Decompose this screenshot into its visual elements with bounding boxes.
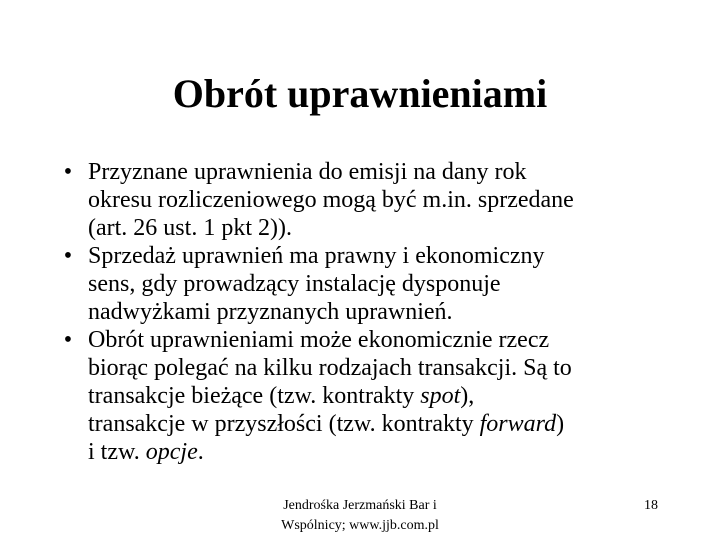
bullet-text-line: biorąc polegać na kilku rodzajach transakcji. Są to (88, 355, 572, 381)
italic-term-forward: forward (479, 411, 557, 437)
bullet-list (58, 158, 678, 466)
bullet-text-line: Przyznane uprawnienia do emisji na dany rok (88, 159, 527, 185)
italic-term-opcje: opcje (145, 439, 198, 465)
bullet-text-line: okresu rozliczeniowego mogą być m.in. sprzedane (88, 187, 574, 213)
text-segment: i tzw. (88, 439, 146, 465)
bullet-marker: • (63, 159, 73, 185)
bullet-text-line: sens, gdy prowadzący instalację dysponuje (88, 271, 501, 297)
text-segment: ), (460, 383, 475, 409)
bullet-marker: • (63, 327, 73, 353)
footer-attribution (200, 496, 520, 536)
page-number: 18 (644, 498, 658, 513)
bullet-text-line (88, 410, 678, 438)
text-segment: transakcje w przyszłości (tzw. kontrakty (88, 411, 480, 437)
text-segment: transakcje bieżące (tzw. kontrakty (88, 383, 421, 409)
text-segment: . (197, 439, 204, 465)
footer-line: Jendrośka Jerzmański Bar i (283, 498, 437, 513)
bullet-text-line: Sprzedaż uprawnień ma prawny i ekonomiczny (88, 243, 545, 269)
bullet-item (58, 242, 678, 326)
bullet-text-line (88, 438, 678, 466)
italic-term-spot: spot (420, 383, 461, 409)
bullet-text-line: nadwyżkami przyznanych uprawnień. (88, 299, 453, 325)
slide-title: Obrót uprawnieniami (172, 71, 548, 116)
bullet-text-line: (art. 26 ust. 1 pkt 2)). (88, 215, 292, 241)
bullet-marker: • (63, 243, 73, 269)
bullet-text-line (88, 382, 678, 410)
footer-line: Wspólnicy; www.jjb.com.pl (281, 518, 439, 533)
bullet-item (58, 326, 678, 466)
bullet-text-line: Obrót uprawnieniami może ekonomicznie rzecz (88, 327, 550, 353)
bullet-item (58, 158, 678, 242)
text-segment: ) (556, 411, 565, 437)
